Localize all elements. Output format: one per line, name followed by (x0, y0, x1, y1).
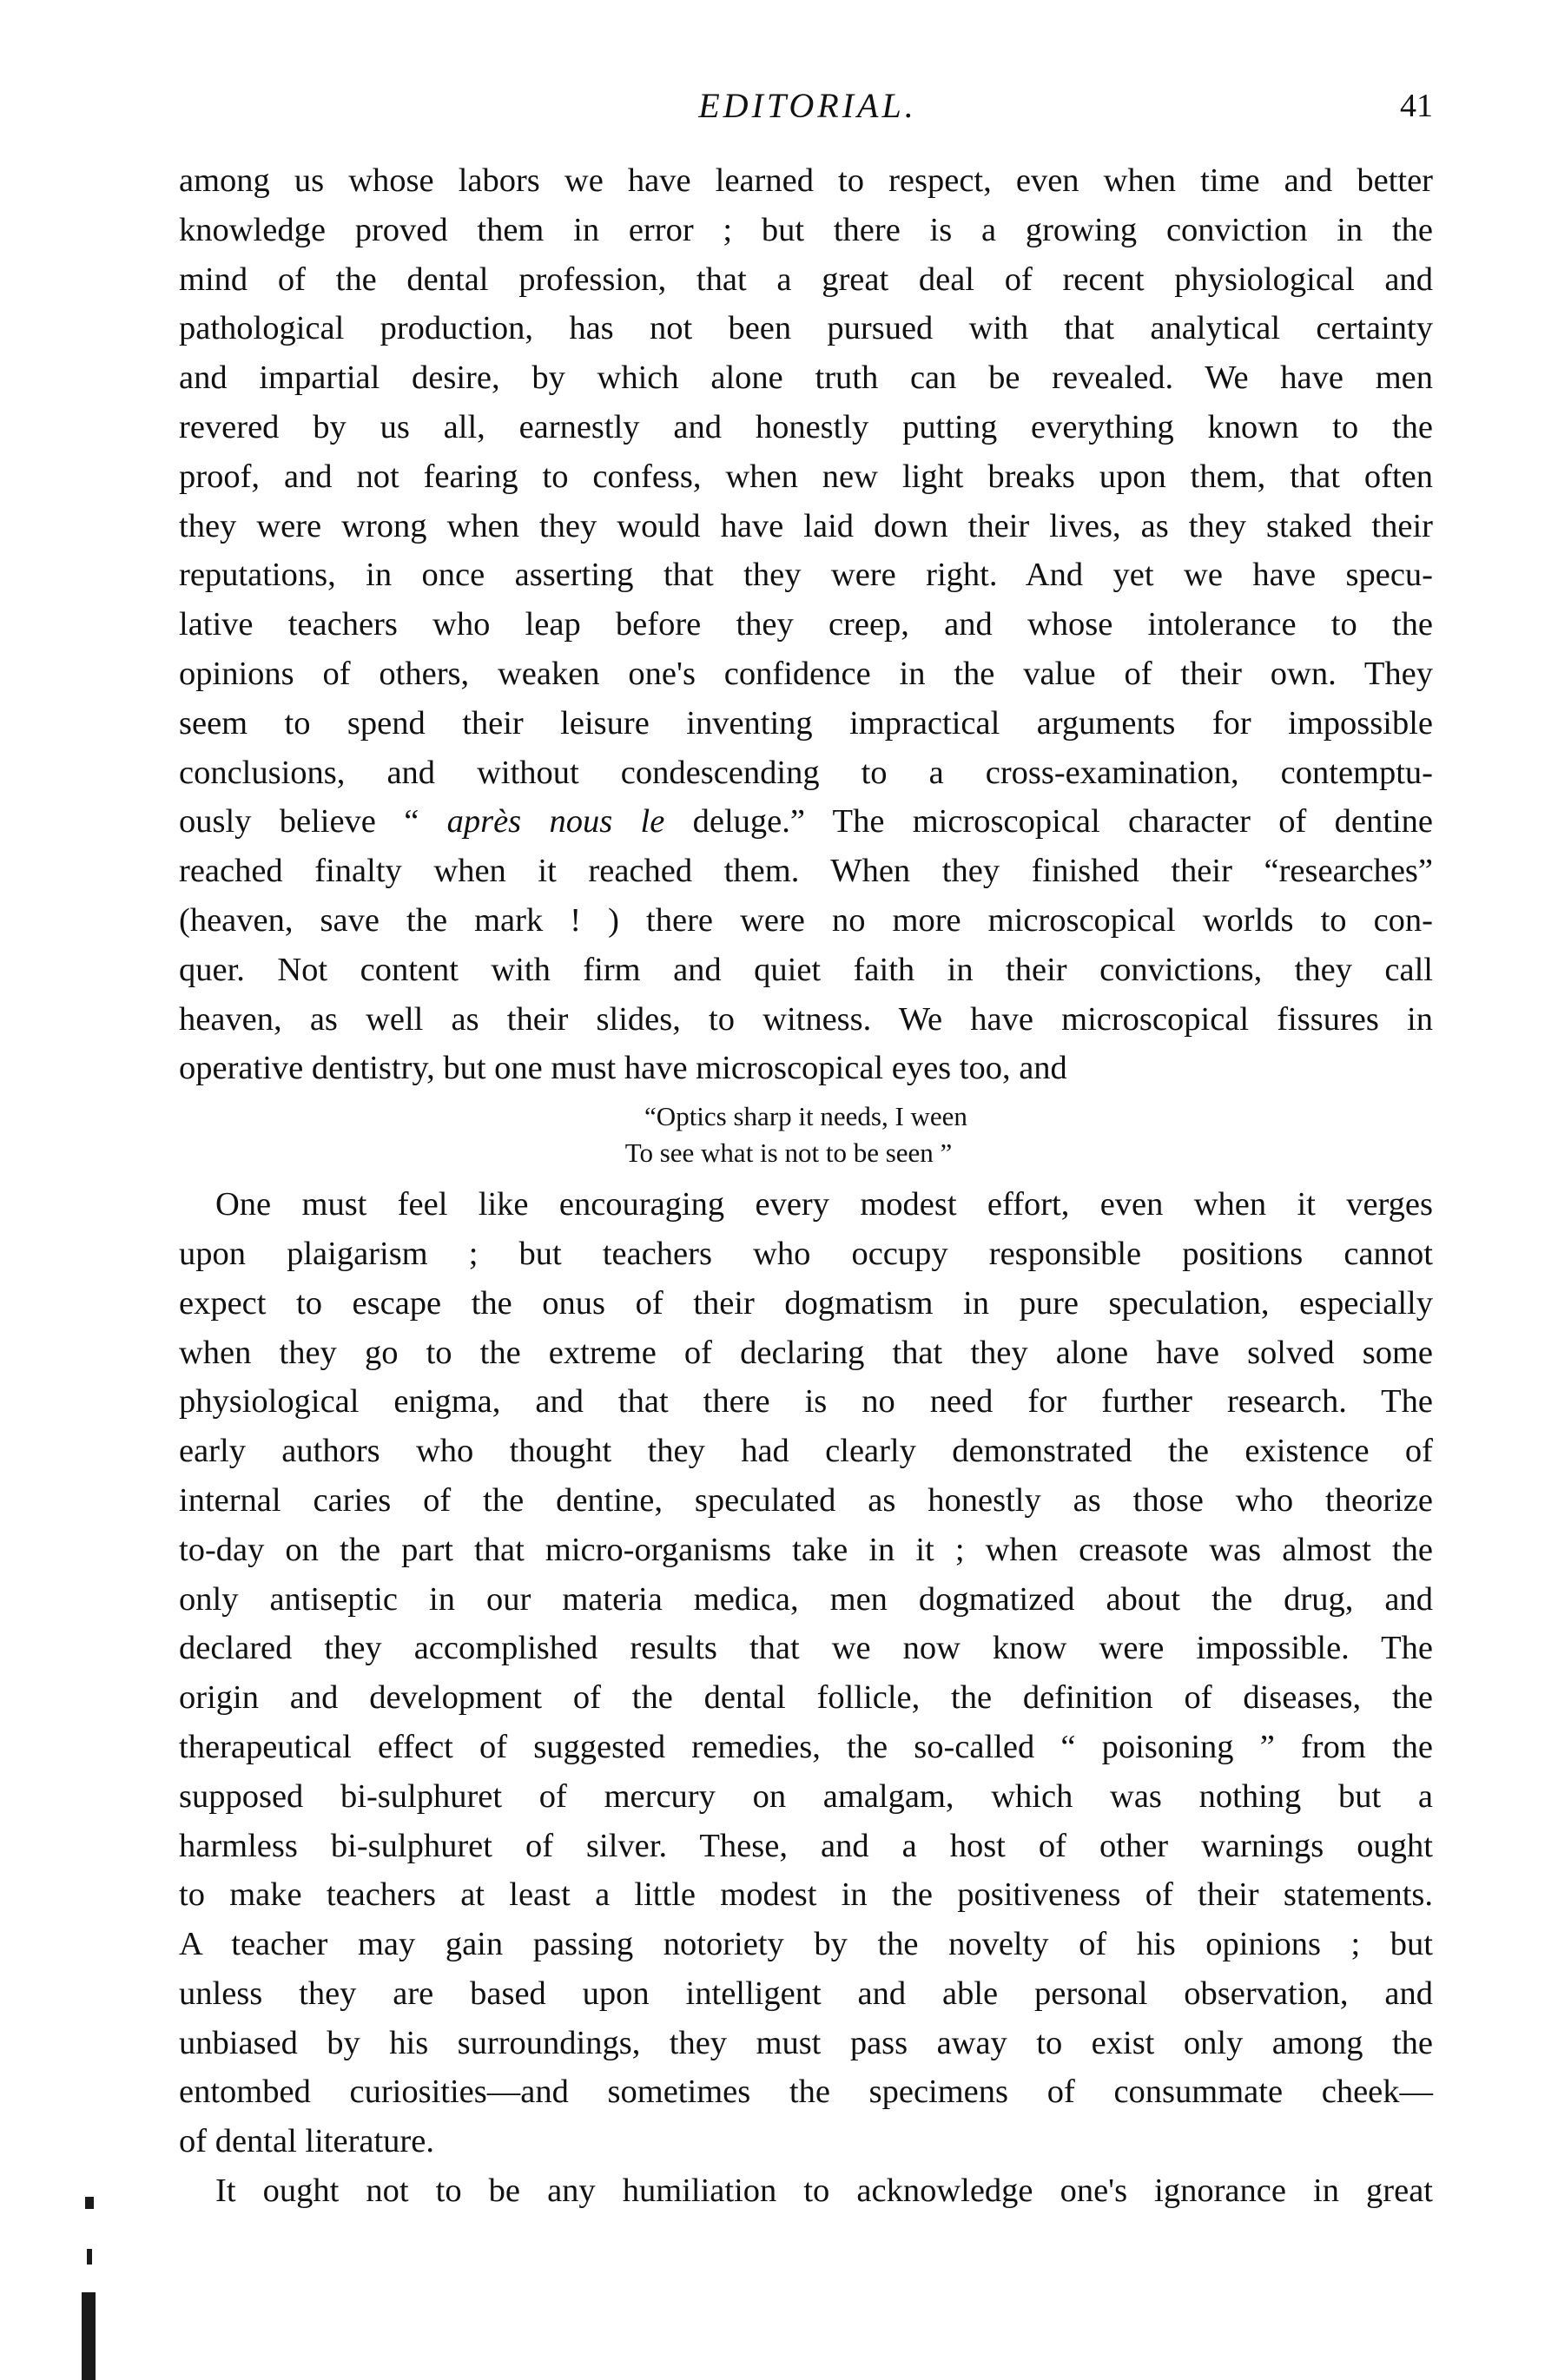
text-line: and impartial desire, by which alone truth can be revealed. We have men (179, 359, 1433, 397)
margin-binding-marks (69, 2197, 104, 2380)
body-text (179, 156, 1433, 2216)
text-line: reached finalty when it reached them. When they finished their “researches” (179, 853, 1433, 890)
text-line: quer. Not content with firm and quiet faith in their convictions, they call (179, 951, 1433, 988)
text-line: expect to escape the onus of their dogmatism in pure speculation, especially (179, 1284, 1433, 1322)
text-line: seem to spend their leisure inventing impractical arguments for impossible (179, 704, 1433, 742)
text-line: opinions of others, weaken one's confidence in the value of their own. They (179, 655, 1433, 692)
paragraph-1-continued (179, 847, 1433, 1044)
verse-quote (179, 1098, 1433, 1171)
text-line: It ought not to be any humiliation to acknowledge one's ignorance in great (215, 2172, 1433, 2210)
text-line: proof, and not fearing to confess, when new light breaks upon them, that often (179, 458, 1433, 495)
text-line: harmless bi-sulphuret of silver. These, and a host of other warnings ought (179, 1827, 1433, 1864)
page-number: 41 (1400, 88, 1433, 124)
italic-phrase: après nous le (446, 803, 665, 841)
text-line: lative teachers who leap before they creep, and whose intolerance to the (179, 606, 1433, 643)
text-line: they were wrong when they would have laid down their lives, as they staked their (179, 507, 1433, 544)
text-line: therapeutical effect of suggested remedies, the so-called “ poisoning ” from the (179, 1728, 1433, 1765)
text-line: supposed bi-sulphuret of mercury on amalgam, which was nothing but a (179, 1777, 1433, 1815)
binding-mark (85, 2197, 94, 2209)
text-line: upon plaigarism ; but teachers who occupy responsible positions cannot (179, 1235, 1433, 1272)
text-span: ously believe “ (179, 803, 447, 841)
text-line: internal caries of the dentine, speculated as honestly as those who theorize (179, 1481, 1433, 1519)
text-line: One must feel like encouraging every modest effort, even when it verges (215, 1186, 1433, 1223)
running-title: EDITORIAL. (698, 86, 917, 125)
text-line: to-day on the part that micro-organisms take in it ; when creasote was almost the (179, 1531, 1433, 1568)
text-line: origin and development of the dental follicle, the definition of diseases, the (179, 1679, 1433, 1717)
text-line: (heaven, save the mark ! ) there were no more microscopical worlds to con- (179, 901, 1433, 939)
text-line: knowledge proved them in error ; but there is a growing conviction in the (179, 211, 1433, 248)
text-line: revered by us all, earnestly and honestly putting everything known to the (179, 408, 1433, 445)
text-line: conclusions, and without condescending to a cross-examination, contemptu- (179, 754, 1433, 791)
binding-mark (82, 2292, 96, 2380)
text-line: to make teachers at least a little modest in the positiveness of their statements. (179, 1876, 1433, 1914)
text-line (179, 797, 1433, 847)
binding-mark (87, 2249, 92, 2265)
text-line: physiological enigma, and that there is no need for further research. The (179, 1383, 1433, 1421)
text-line: pathological production, has not been pursued with that analytical certainty (179, 310, 1433, 347)
text-line: operative dentistry, but one must have microscopical eyes too, and (179, 1050, 1067, 1087)
text-line: unless they are based upon intelligent and able personal observation, and (179, 1975, 1433, 2012)
text-line: entombed curiosities—and sometimes the specimens of consummate cheek— (179, 2073, 1433, 2111)
text-line: unbiased by his surroundings, they must pass away to exist only among the (179, 2024, 1433, 2061)
text-line: mind of the dental profession, that a great deal of recent physiological and (179, 260, 1433, 298)
text-line: A teacher may gain passing notoriety by the novelty of his opinions ; but (179, 1926, 1433, 1963)
text-line: only antiseptic in our materia medica, men dogmatized about the drug, and (179, 1580, 1433, 1618)
running-head (182, 80, 1433, 132)
quote-line: To see what is not to be seen ” (624, 1137, 953, 1169)
text-line: early authors who thought they had clearly demonstrated the existence of (179, 1433, 1433, 1470)
paragraph-2 (179, 1180, 1433, 2117)
text-line: among us whose labors we have learned to respect, even when time and better (179, 162, 1433, 199)
text-line: declared they accomplished results that we now know were impossible. The (179, 1630, 1433, 1667)
quote-line: “Optics sharp it needs, I ween (644, 1101, 967, 1132)
text-line: heaven, as well as their slides, to witness. We have microscopical fissures in (179, 1000, 1433, 1038)
text-span: deluge.” The microscopical character of dentine (664, 803, 1433, 841)
text-line: reputations, in once asserting that they were right. And yet we have specu- (179, 557, 1433, 594)
text-line: of dental literature. (179, 2123, 434, 2160)
paragraph-1 (179, 156, 1433, 797)
text-line: when they go to the extreme of declaring that they alone have solved some (179, 1334, 1433, 1371)
